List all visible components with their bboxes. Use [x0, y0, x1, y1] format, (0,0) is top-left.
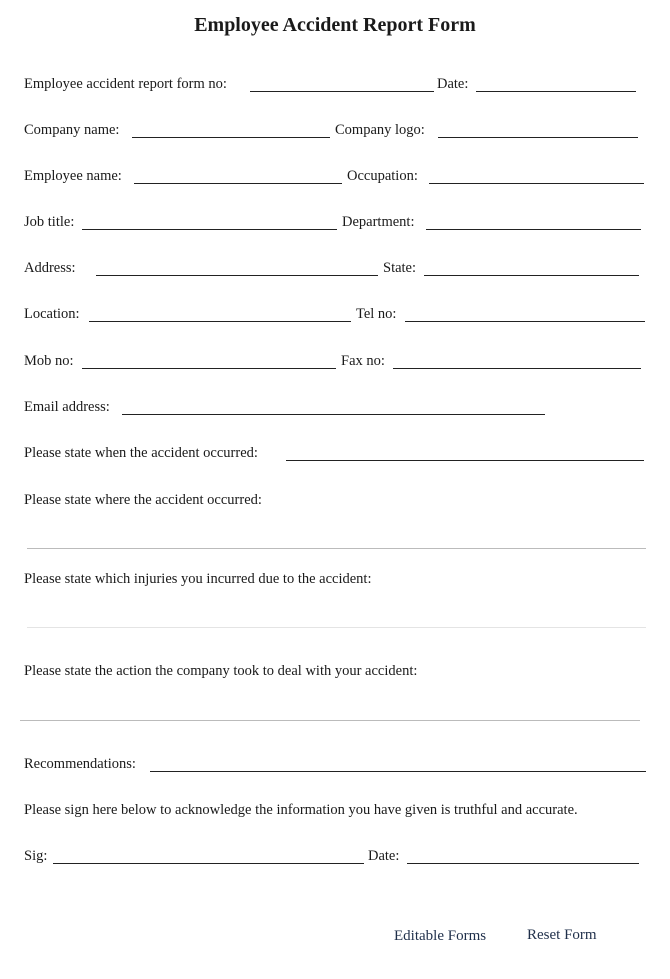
fax-no-label: Fax no: [341, 353, 385, 369]
state-field[interactable] [424, 275, 639, 276]
address-field[interactable] [96, 275, 378, 276]
occupation-label: Occupation: [347, 168, 418, 184]
form-title: Employee Accident Report Form [194, 14, 476, 36]
location-field[interactable] [89, 321, 351, 322]
date-field[interactable] [476, 91, 636, 92]
sig-field[interactable] [53, 863, 364, 864]
company-action-label: Please state the action the company took to deal with your accident: [24, 663, 418, 679]
recommendations-field[interactable] [150, 771, 646, 772]
tel-no-field[interactable] [405, 321, 645, 322]
when-occurred-field[interactable] [286, 460, 644, 461]
company-logo-label: Company logo: [335, 122, 425, 138]
recommendations-label: Recommendations: [24, 756, 136, 772]
injuries-label: Please state which injuries you incurred due to the accident: [24, 571, 372, 587]
company-name-label: Company name: [24, 122, 120, 138]
occupation-field[interactable] [429, 183, 644, 184]
fax-no-field[interactable] [393, 368, 641, 369]
state-label: State: [383, 260, 417, 276]
address-label: Address: [24, 260, 76, 276]
company-logo-field[interactable] [438, 137, 638, 138]
company-action-field[interactable] [20, 720, 640, 721]
reset-form-button[interactable]: Reset Form [527, 927, 597, 943]
job-title-field[interactable] [82, 229, 337, 230]
injuries-field[interactable] [27, 627, 646, 628]
sig-date-label: Date: [368, 848, 400, 864]
sig-date-field[interactable] [407, 863, 639, 864]
acknowledge-text: Please sign here below to acknowledge the information you have given is truthful and accurate. [24, 802, 578, 818]
location-label: Location: [24, 306, 80, 322]
email-label: Email address: [24, 399, 110, 415]
company-name-field[interactable] [132, 137, 330, 138]
where-occurred-label: Please state where the accident occurred: [24, 492, 262, 508]
report-no-field[interactable] [250, 91, 434, 92]
report-no-label: Employee accident report form no: [24, 76, 227, 92]
job-title-label: Job title: [24, 214, 75, 230]
department-field[interactable] [426, 229, 641, 230]
when-occurred-label: Please state when the accident occurred: [24, 445, 258, 461]
employee-name-label: Employee name: [24, 168, 122, 184]
mob-no-label: Mob no: [24, 353, 74, 369]
editable-forms-link[interactable]: Editable Forms [394, 928, 487, 944]
tel-no-label: Tel no: [356, 306, 397, 322]
department-label: Department: [342, 214, 415, 230]
email-field[interactable] [122, 414, 545, 415]
employee-name-field[interactable] [134, 183, 342, 184]
date-label: Date: [437, 76, 469, 92]
sig-label: Sig: [24, 848, 48, 864]
where-occurred-field[interactable] [27, 548, 646, 549]
mob-no-field[interactable] [82, 368, 336, 369]
